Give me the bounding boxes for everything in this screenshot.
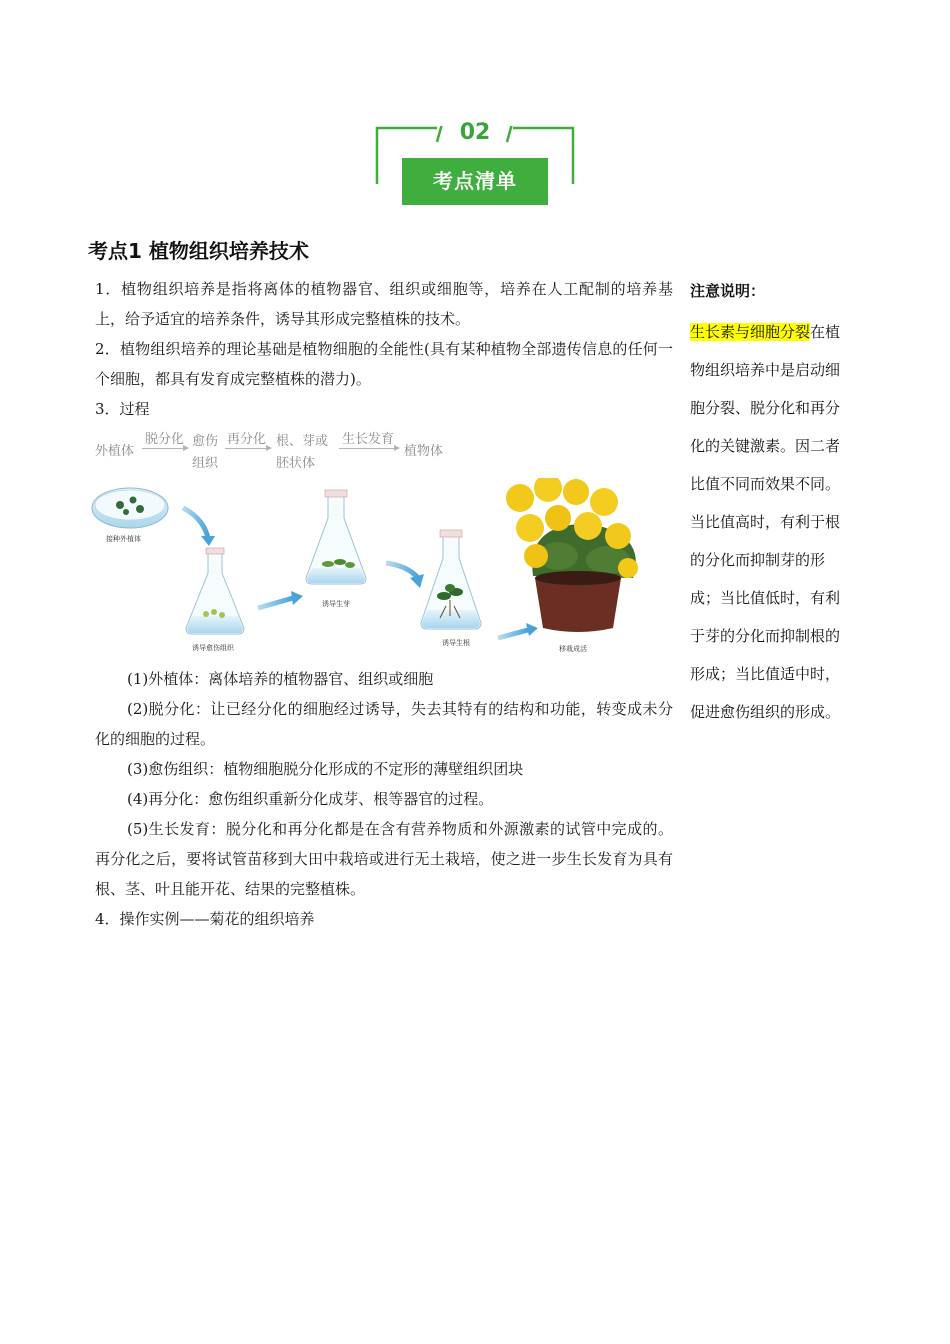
flow-callus-1: 愈伤	[192, 434, 219, 449]
flow-callus-2: 组织	[192, 456, 219, 471]
side-note-title: 注意说明：	[690, 282, 766, 300]
caption-shoot: 诱导生芽	[322, 600, 350, 608]
caption-transplant: 移栽成活	[559, 645, 587, 653]
paragraph-2: 2．植物组织培养的理论基础是植物细胞的全能性(具有某种植物全部遗传信息的任何一个细胞，都具有发育成完整植株的潜力)。	[95, 340, 673, 388]
flow-organ-1: 根、芽或	[276, 434, 329, 449]
flow-explant: 外植体	[95, 444, 135, 459]
flask-shoot-icon	[306, 490, 366, 584]
flask-root-icon	[421, 530, 481, 629]
topic-heading: 考点1 植物组织培养技术	[88, 239, 309, 263]
term-redifferentiation: (4)再分化：愈伤组织重新分化成芽、根等器官的过程。	[127, 790, 494, 808]
section-number: 02	[459, 120, 491, 145]
terms-text	[95, 664, 673, 934]
flow-arrow-1	[142, 448, 188, 449]
process-flow	[95, 428, 655, 472]
petri-dish-icon	[92, 488, 168, 528]
tissue-culture-illustration	[88, 478, 668, 658]
caption-inoculate: 接种外植体	[106, 535, 141, 543]
flow-plant: 植物体	[404, 444, 444, 459]
flow-arrow-label-1: 脱分化	[145, 432, 185, 447]
paragraph-1: 1．植物组织培养是指将离体的植物器官、组织或细胞等，培养在人工配制的培养基上，给予适宜的培养条件，诱导其形成完整植株的技术。	[95, 280, 673, 328]
side-note-body	[690, 313, 842, 731]
caption-root: 诱导生根	[442, 639, 470, 647]
term-explant: (1)外植体：离体培养的植物器官、组织或细胞	[127, 670, 434, 688]
flow-arrow-label-3: 生长发育	[342, 432, 395, 447]
side-note-text: 在植物组织培养中是启动细胞分裂、脱分化和再分化的关键激素。因二者比值不同而效果不同。当比值高时，有利于根的分化而抑制芽的形成；当比值低时，有利于芽的分化而抑制根的形成；当比值适中时，促进愈伤组织的形成。	[690, 323, 841, 721]
paragraph-3: 3．过程	[95, 400, 150, 418]
term-growth: (5)生长发育：脱分化和再分化都是在含有营养物质和外源激素的试管中完成的。再分化之后，要将试管苗移到大田中栽培或进行无土栽培，使之进一步生长发育为具有根、茎、叶且能开花、结果的完整植株。	[95, 820, 673, 898]
flow-arrow-2	[225, 448, 271, 449]
flow-arrow-3	[339, 448, 399, 449]
flow-arrow-label-2: 再分化	[227, 432, 267, 447]
paragraph-4: 4．操作实例——菊花的组织培养	[95, 910, 315, 928]
main-text	[95, 274, 673, 424]
caption-callus: 诱导愈伤组织	[192, 644, 234, 652]
flow-organ-2: 胚状体	[276, 456, 316, 471]
side-note	[690, 277, 842, 731]
side-note-highlight: 生长素与细胞分裂	[690, 323, 811, 341]
term-callus: (3)愈伤组织：植物细胞脱分化形成的不定形的薄壁组织团块	[127, 760, 524, 778]
flask-callus-icon	[186, 548, 244, 634]
chrysanthemum-plant-icon	[506, 478, 638, 632]
term-dedifferentiation: (2)脱分化：让已经分化的细胞经过诱导，失去其特有的结构和功能，转变成未分化的细胞的过程。	[95, 700, 673, 748]
section-label: 考点清单	[402, 158, 548, 205]
